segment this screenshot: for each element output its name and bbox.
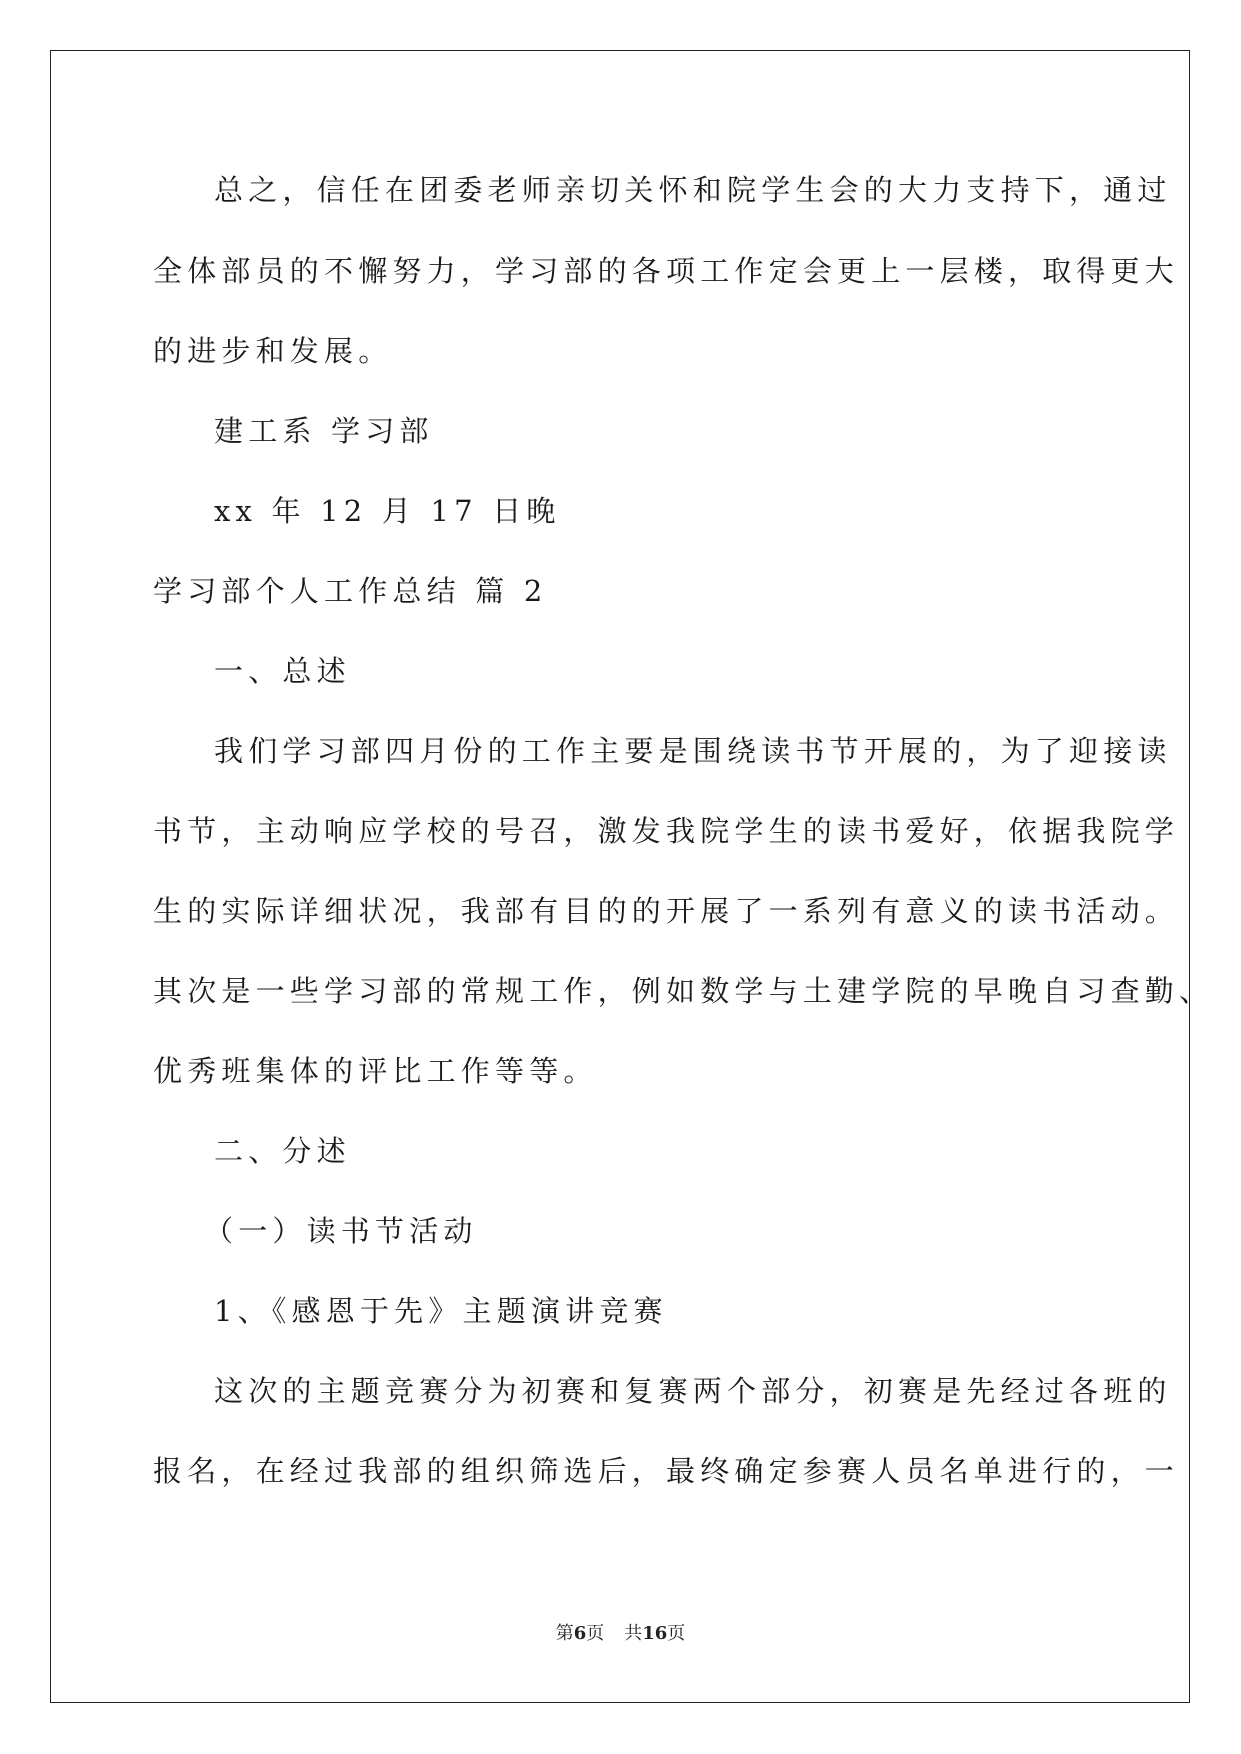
paragraph-line: 优秀班集体的评比工作等等。: [153, 1054, 598, 1088]
footer-page-number: 6: [573, 1623, 587, 1644]
paragraph-line: 这次的主题竞赛分为初赛和复赛两个部分，初赛是先经过各班的: [214, 1374, 1172, 1408]
section-title: 学习部个人工作总结 篇 2: [153, 574, 548, 608]
paragraph-line: 我们学习部四月份的工作主要是围绕读书节开展的，为了迎接读: [214, 734, 1172, 768]
signature-department: 建工系 学习部: [214, 414, 434, 448]
paragraph-line: 生的实际详细状况，我部有目的的开展了一系列有意义的读书活动。: [153, 894, 1180, 928]
paragraph-line: 其次是一些学习部的常规工作，例如数学与土建学院的早晚自习查勤、: [153, 974, 1214, 1008]
footer-total-pages: 16: [642, 1623, 668, 1644]
paragraph-line: 全体部员的不懈努力，学习部的各项工作定会更上一层楼，取得更大: [153, 254, 1180, 288]
page-footer: [0, 1622, 1241, 1646]
paragraph-line: 总之，信任在团委老师亲切关怀和院学生会的大力支持下，通过: [214, 173, 1172, 207]
footer-page-suffix: 页: [586, 1623, 605, 1644]
signature-date: xx 年 12 月 17 日晚: [214, 494, 561, 528]
footer-total-prefix: 共: [624, 1623, 643, 1644]
paragraph-line: 报名，在经过我部的组织筛选后，最终确定参赛人员名单进行的，一: [153, 1454, 1180, 1488]
subheading-reading-festival: （一）读书节活动: [204, 1214, 478, 1248]
heading-overview: 一、总述: [214, 654, 351, 688]
footer-total-suffix: 页: [667, 1623, 686, 1644]
paragraph-line: 的进步和发展。: [153, 334, 393, 368]
heading-details: 二、分述: [214, 1134, 351, 1168]
footer-prefix: 第: [555, 1623, 574, 1644]
paragraph-line: 书节，主动响应学校的号召，激发我院学生的读书爱好，依据我院学: [153, 814, 1180, 848]
subheading-speech-contest: 1、《感恩于先》主题演讲竞赛: [214, 1294, 668, 1328]
